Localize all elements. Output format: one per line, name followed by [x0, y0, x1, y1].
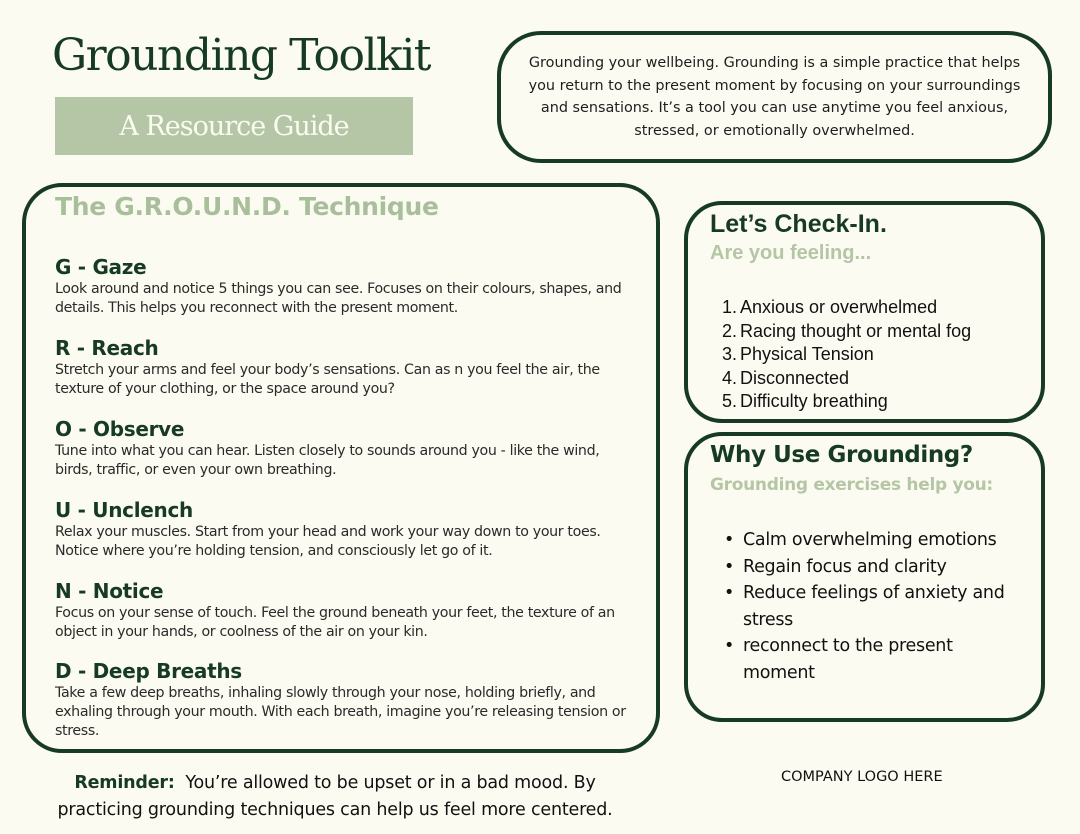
checkin-item: 4. Disconnected [722, 367, 850, 388]
why-item: • Reduce feelings of anxiety and stress [722, 580, 1022, 633]
why-title: Why Use Grounding? [710, 442, 973, 468]
step-heading: N - Notice [55, 579, 164, 603]
bullet-icon: • [724, 636, 735, 657]
step-notice [55, 579, 630, 642]
step-deep-breaths [55, 659, 630, 741]
step-reach [55, 336, 630, 399]
why-list [722, 527, 1022, 687]
reminder [40, 770, 630, 824]
step-unclench [55, 498, 630, 561]
step-gaze [55, 255, 630, 318]
technique-title: The G.R.O.U.N.D. Technique [55, 192, 439, 221]
reminder-text: You’re allowed to be upset or in a bad mood. By practicing grounding techniques can help us feel more centered. [57, 773, 613, 820]
step-body: Focus on your sense of touch. Feel the ground beneath your feet, the texture of an object in your hands, or coolness of the air on your kin. [55, 605, 615, 640]
step-observe [55, 417, 630, 480]
why-item: • Calm overwhelming emotions [722, 527, 1022, 554]
why-item: • Regain focus and clarity [722, 554, 1022, 581]
bullet-icon: • [724, 583, 735, 604]
step-heading: D - Deep Breaths [55, 659, 242, 683]
step-body: Stretch your arms and feel your body’s sensations. Can as n you feel the air, the texture of your clothing, or the space around you? [55, 362, 600, 397]
step-heading: O - Observe [55, 417, 185, 441]
subtitle-text: A Resource Guide [119, 110, 349, 142]
why-item: • reconnect to the present moment [722, 633, 1022, 686]
checkin-title: Let’s Check-In. [710, 210, 887, 238]
checkin-item: 5. Difficulty breathing [722, 391, 888, 412]
page-title: Grounding Toolkit [52, 30, 430, 81]
checkin-item: 1. Anxious or overwhelmed [722, 297, 938, 317]
bullet-icon: • [724, 530, 735, 550]
step-body: Take a few deep breaths, inhaling slowly through your nose, holding briefly, and exhaling through your mouth. With each breath, imagine you’re releasing tension or stress. [55, 685, 626, 739]
step-heading: G - Gaze [55, 255, 147, 279]
step-body: Look around and notice 5 things you can see. Focuses on their colours, shapes, and details. This helps you reconnect with the present moment. [55, 281, 622, 316]
step-body: Relax your muscles. Start from your head and work your way down to your toes. Notice where you’re holding tension, and consciously let go of it. [55, 524, 601, 559]
checkin-subtitle: Are you feeling... [710, 242, 872, 264]
company-logo-placeholder: COMPANY LOGO HERE [781, 769, 943, 785]
step-heading: R - Reach [55, 336, 159, 360]
bullet-icon: • [724, 556, 735, 577]
why-subtitle: Grounding exercises help you: [710, 475, 993, 495]
intro-text: Grounding your wellbeing. Grounding is a simple practice that helps you return to the present moment by focusing on your surroundings and sensations. It’s a tool you can use anytime you feel anxious, stressed, or emotionally overwhelmed. [528, 55, 1021, 139]
checkin-list [722, 296, 971, 414]
step-heading: U - Unclench [55, 498, 193, 522]
reminder-label: Reminder: [74, 773, 175, 793]
checkin-item: 3. Physical Tension [722, 344, 874, 365]
subtitle-banner [55, 97, 413, 155]
checkin-item: 2. Racing thought or mental fog [722, 320, 972, 341]
step-body: Tune into what you can hear. Listen closely to sounds around you - like the wind, birds, traffic, or even your own breathing. [55, 443, 600, 478]
intro-box [497, 31, 1052, 163]
